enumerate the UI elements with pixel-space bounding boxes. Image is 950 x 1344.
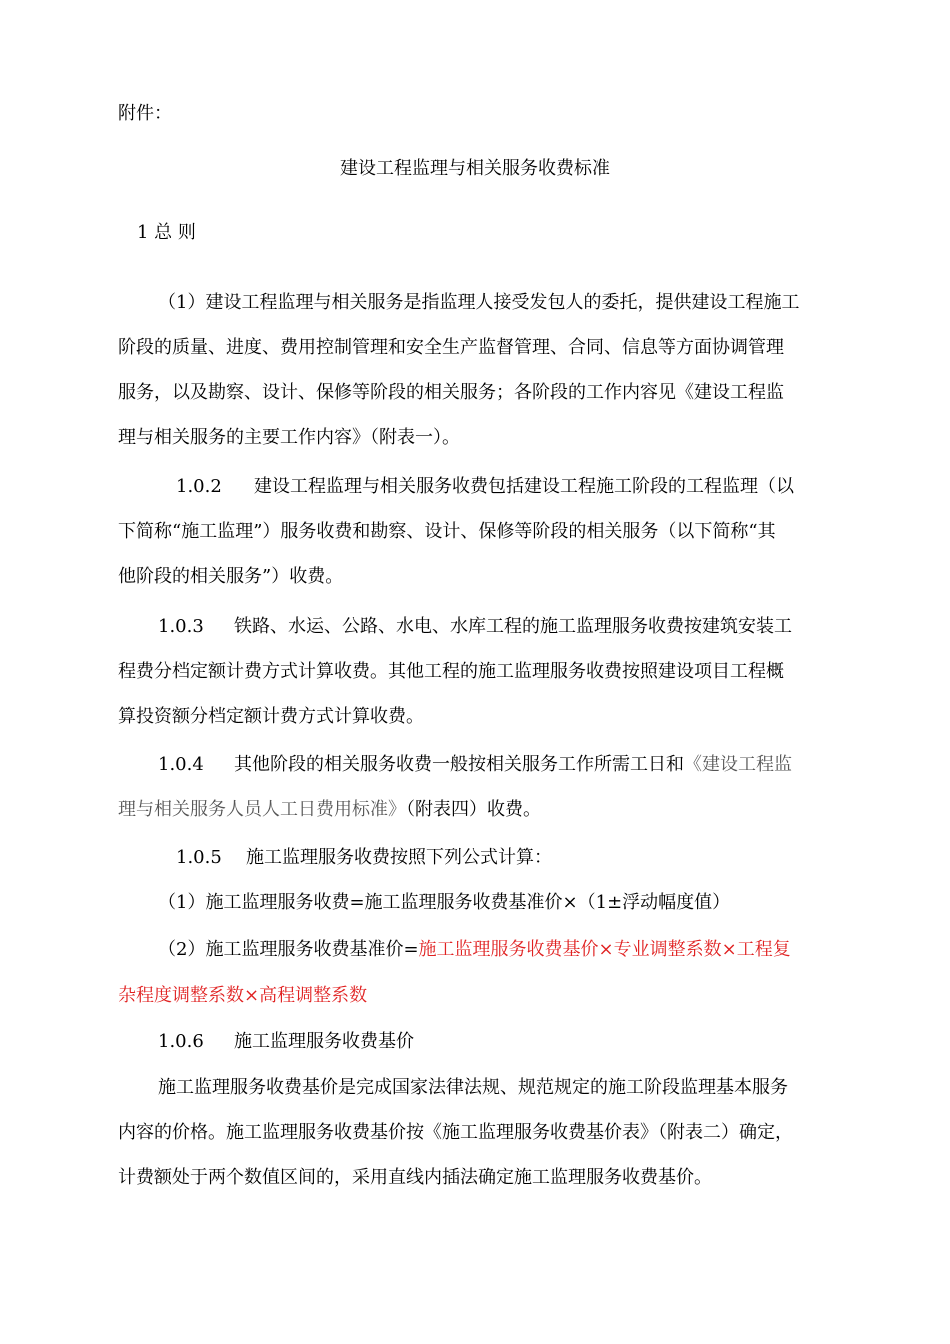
paragraph-text: 施工监理服务收费按照下列公式计算：	[246, 847, 552, 868]
paragraph-1-0-6	[158, 1029, 878, 1055]
referenced-document-title: 理与相关服务人员人工日费用标准》	[118, 799, 406, 820]
paragraph-line: 计费额处于两个数值区间的，采用直线内插法确定施工监理服务收费基价。	[118, 1167, 712, 1188]
clause-number: 1.0.3	[158, 616, 204, 637]
clause-number: 1.0.5	[176, 847, 222, 868]
paragraph-line: 算投资额分档定额计费方式计算收费。	[118, 706, 424, 727]
formula-first-line	[158, 937, 878, 963]
paragraph-line: 理与相关服务的主要工作内容》（附表一）。	[118, 427, 460, 448]
clause-number: 1.0.2	[176, 476, 222, 497]
paragraph-first-line	[158, 614, 878, 640]
paragraph-1-0-5	[176, 845, 896, 871]
paragraph-line: 他阶段的相关服务”）收费。	[118, 566, 344, 587]
paragraph-first-line	[158, 752, 878, 778]
paragraph-second-line	[118, 797, 838, 823]
formula-highlight: 施工监理服务收费基价×专业调整系数×工程复	[418, 939, 791, 960]
referenced-document-title: 《建设工程监	[684, 754, 792, 775]
attachment-label: 附件：	[118, 103, 172, 124]
paragraph-line: 建设工程监理与相关服务收费包括建设工程施工阶段的工程监理（以	[254, 476, 794, 497]
section-heading: 1 总 则	[137, 222, 196, 243]
paragraph-text: 施工监理服务收费基价	[234, 1031, 414, 1052]
formula-text: （2）施工监理服务收费基准价=	[158, 939, 419, 960]
paragraph-line: 内容的价格。施工监理服务收费基价按《施工监理服务收费基价表》（附表二）确定，	[118, 1122, 793, 1143]
paragraph-line: 施工监理服务收费基价是完成国家法律法规、规范规定的施工阶段监理基本服务	[158, 1077, 788, 1098]
paragraph-line: 服务，以及勘察、设计、保修等阶段的相关服务；各阶段的工作内容见《建设工程监	[118, 382, 784, 403]
paragraph-line: （1）建设工程监理与相关服务是指监理人接受发包人的委托，提供建设工程施工	[158, 292, 800, 313]
paragraph-text: （附表四）收费。	[406, 799, 541, 820]
paragraph-line: 阶段的质量、进度、费用控制管理和安全生产监督管理、合同、信息等方面协调管理	[118, 337, 784, 358]
page-title: 建设工程监理与相关服务收费标准	[340, 158, 610, 179]
formula-1: （1）施工监理服务收费=施工监理服务收费基准价×（1±浮动幅度值）	[158, 892, 731, 913]
paragraph-first-line	[176, 474, 896, 500]
paragraph-line: 铁路、水运、公路、水电、水库工程的施工监理服务收费按建筑安装工	[234, 616, 792, 637]
clause-number: 1.0.6	[158, 1031, 204, 1052]
paragraph-line: 下简称“施工监理”）服务收费和勘察、设计、保修等阶段的相关服务（以下简称“其	[118, 521, 776, 542]
paragraph-text: 其他阶段的相关服务收费一般按相关服务工作所需工日和	[234, 754, 684, 775]
formula-highlight: 杂程度调整系数×高程调整系数	[118, 985, 368, 1006]
paragraph-line: 程费分档定额计费方式计算收费。其他工程的施工监理服务收费按照建设项目工程概	[118, 661, 784, 682]
clause-number: 1.0.4	[158, 754, 204, 775]
